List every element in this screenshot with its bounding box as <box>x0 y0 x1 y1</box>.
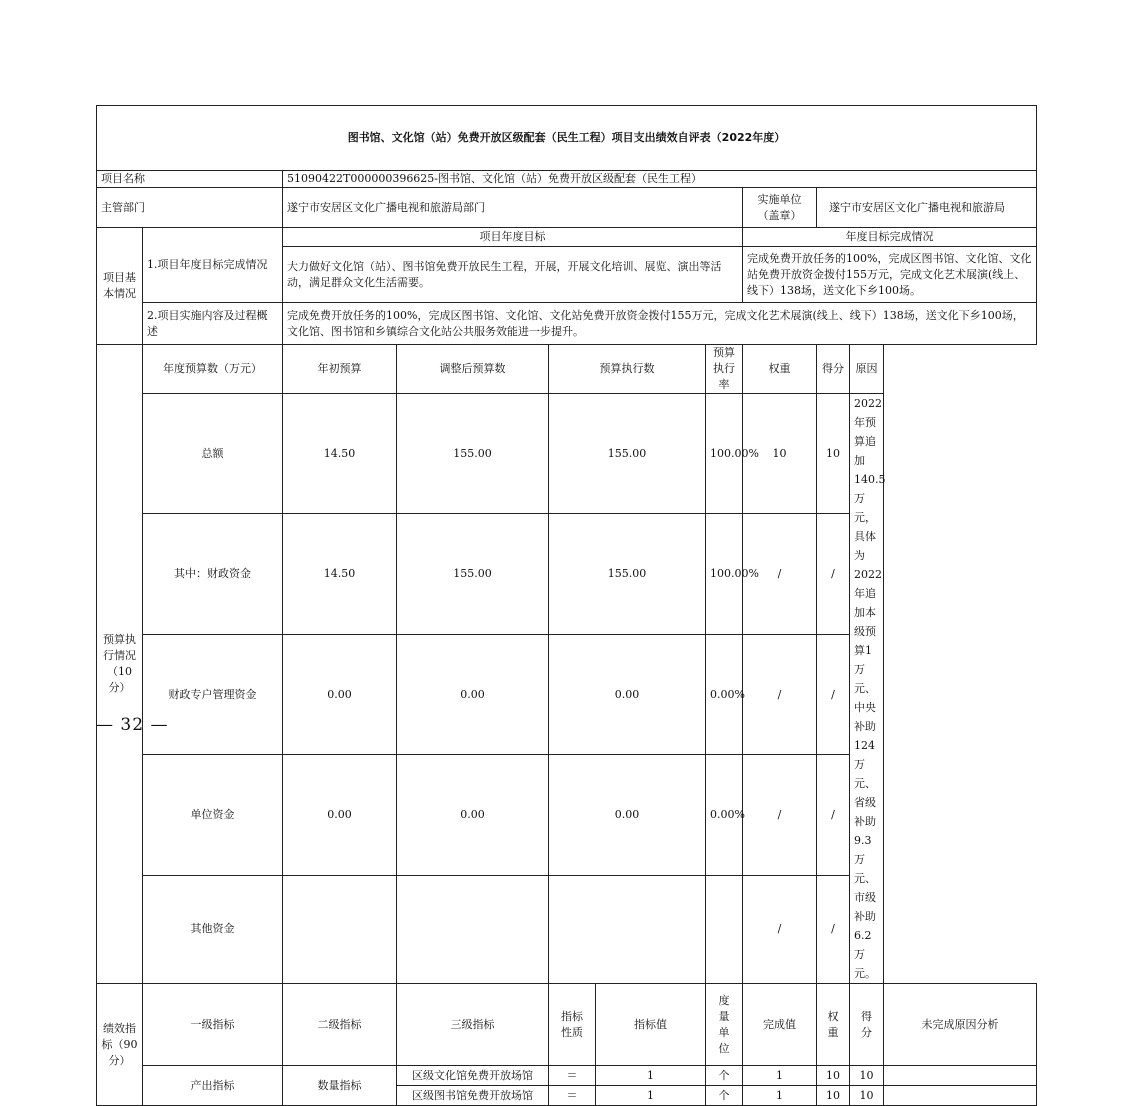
budget-header-rate: 预算执行率 <box>706 345 743 394</box>
indicator-level3: 区级图书馆免费开放场馆 <box>397 1086 549 1106</box>
budget-row-label: 总额 <box>143 394 283 514</box>
budget-header-weight: 权重 <box>743 345 817 394</box>
budget-header-year: 年度预算数（万元） <box>143 345 283 394</box>
performance-header-row <box>97 984 1037 1066</box>
budget-header-initial: 年初预算 <box>283 345 397 394</box>
indicator-reason <box>884 1086 1037 1106</box>
indicator-value: 1 <box>596 1066 706 1086</box>
budget-header-score: 得分 <box>817 345 850 394</box>
year-goal-item-label: 1.项目年度目标完成情况 <box>143 228 283 303</box>
budget-header-adjusted: 调整后预算数 <box>397 345 549 394</box>
project-name-row <box>97 171 1037 188</box>
project-name-value: 51090422T000000396625-图书馆、文化馆（站）免费开放区级配套（民生工程） <box>283 171 1037 188</box>
indicator-weight: 10 <box>817 1086 850 1106</box>
budget-row <box>97 875 1037 983</box>
indicator-completed: 1 <box>743 1066 817 1086</box>
performance-header-level1: 一级指标 <box>143 984 283 1066</box>
performance-header-weight: 权重 <box>817 984 850 1066</box>
budget-executed-value <box>549 875 706 983</box>
project-name-label: 项目名称 <box>97 171 283 188</box>
budget-executed-value: 0.00 <box>549 634 706 754</box>
goal-completion-header: 年度目标完成情况 <box>743 228 1037 247</box>
budget-row <box>97 755 1037 875</box>
page-number: — 32 — <box>96 715 169 735</box>
department-value: 遂宁市安居区文化广播电视和旅游局部门 <box>283 188 743 228</box>
budget-row-label: 其他资金 <box>143 875 283 983</box>
indicator-reason <box>884 1066 1037 1086</box>
budget-initial-value: 14.50 <box>283 514 397 634</box>
budget-row-label: 财政专户管理资金 <box>143 634 283 754</box>
indicator-unit: 个 <box>706 1066 743 1086</box>
budget-row-label: 单位资金 <box>143 755 283 875</box>
indicator-score: 10 <box>850 1066 884 1086</box>
budget-row <box>97 394 1037 514</box>
performance-header-completed: 完成值 <box>743 984 817 1066</box>
document-title: 图书馆、文化馆（站）免费开放区级配套（民生工程）项目支出绩效自评表（2022年度） <box>97 106 1037 171</box>
indicator-value: 1 <box>596 1086 706 1106</box>
implementing-unit-value: 遂宁市安居区文化广播电视和旅游局 <box>817 188 1037 228</box>
budget-adjusted-value: 0.00 <box>397 755 549 875</box>
budget-rate-value: 0.00% <box>706 755 743 875</box>
performance-header-reason: 未完成原因分析 <box>884 984 1037 1066</box>
basic-info-section-label: 项目基本情况 <box>97 228 143 345</box>
indicator-completed: 1 <box>743 1086 817 1106</box>
indicator-level1: 产出指标 <box>143 1066 283 1106</box>
performance-header-level2: 二级指标 <box>283 984 397 1066</box>
budget-initial-value: 0.00 <box>283 755 397 875</box>
budget-rate-value: 0.00% <box>706 634 743 754</box>
implementing-unit-label: 实施单位（盖章） <box>743 188 817 228</box>
budget-executed-value: 155.00 <box>549 394 706 514</box>
budget-weight-value: / <box>743 875 817 983</box>
budget-weight-value: / <box>743 755 817 875</box>
performance-header-unit: 度量单位 <box>706 984 743 1066</box>
budget-header-row <box>97 345 1037 394</box>
implementation-text: 完成免费开放任务的100%，完成区图书馆、文化馆、文化站免费开放资金拨付155万元，完成文化艺术展演(线上、线下）138场，送文化下乡100场，文化馆、图书馆和乡镇综合文化站公共服务效能进一步提升。 <box>283 303 1037 345</box>
indicator-score: 10 <box>850 1086 884 1106</box>
indicator-weight: 10 <box>817 1066 850 1086</box>
budget-initial-value: 0.00 <box>283 634 397 754</box>
title-row <box>97 106 1037 171</box>
budget-header-reason: 原因 <box>850 345 884 394</box>
budget-row <box>97 514 1037 634</box>
budget-weight-value: / <box>743 634 817 754</box>
budget-header-executed: 预算执行数 <box>549 345 706 394</box>
performance-header-value: 指标值 <box>596 984 706 1066</box>
budget-initial-value <box>283 875 397 983</box>
budget-score-value: / <box>817 634 850 754</box>
budget-adjusted-value: 0.00 <box>397 634 549 754</box>
budget-reason-text: 2022年预算追加140.5万元，具体为2022年追加本级预算1万元、中央补助124万元、省级补助9.3万元、市级补助6.2万元。 <box>850 394 884 984</box>
budget-adjusted-value: 155.00 <box>397 394 549 514</box>
indicator-nature: ＝ <box>549 1066 596 1086</box>
indicator-level2: 数量指标 <box>283 1066 397 1106</box>
implementation-label: 2.项目实施内容及过程概述 <box>143 303 283 345</box>
performance-header-nature: 指标性质 <box>549 984 596 1066</box>
performance-header-score: 得分 <box>850 984 884 1066</box>
budget-row-label: 其中：财政资金 <box>143 514 283 634</box>
budget-score-value: / <box>817 514 850 634</box>
budget-rate-value: 100.00% <box>706 514 743 634</box>
budget-executed-value: 155.00 <box>549 514 706 634</box>
indicator-level3: 区级文化馆免费开放场馆 <box>397 1066 549 1086</box>
budget-executed-value: 0.00 <box>549 755 706 875</box>
goal-completion-text: 完成免费开放任务的100%，完成区图书馆、文化馆、文化站免费开放资金拨付155万元，完成文化艺术展演(线上、线下）138场，送文化下乡100场。 <box>743 247 1037 303</box>
department-label: 主管部门 <box>97 188 283 228</box>
budget-row <box>97 634 1037 754</box>
year-goal-header: 项目年度目标 <box>283 228 743 247</box>
budget-score-value: / <box>817 755 850 875</box>
implementation-row <box>97 303 1037 327</box>
budget-weight-value: 10 <box>743 394 817 514</box>
evaluation-table <box>96 105 1037 1106</box>
budget-adjusted-value <box>397 875 549 983</box>
performance-section-label: 绩效指标（90分） <box>97 984 143 1106</box>
budget-rate-value: 100.00% <box>706 394 743 514</box>
budget-score-value: / <box>817 875 850 983</box>
performance-header-level3: 三级指标 <box>397 984 549 1066</box>
budget-adjusted-value: 155.00 <box>397 514 549 634</box>
department-row <box>97 188 1037 228</box>
budget-initial-value: 14.50 <box>283 394 397 514</box>
year-goal-text: 大力做好文化馆（站）、图书馆免费开放民生工程，开展，开展文化培训、展览、演出等活动，满足群众文化生活需要。 <box>283 247 743 303</box>
budget-score-value: 10 <box>817 394 850 514</box>
budget-weight-value: / <box>743 514 817 634</box>
budget-rate-value <box>706 875 743 983</box>
indicator-row <box>97 1066 1037 1086</box>
budget-section-label: 预算执行情况（10分） <box>97 345 143 984</box>
indicator-unit: 个 <box>706 1086 743 1106</box>
indicator-nature: ＝ <box>549 1086 596 1106</box>
basic-header-row <box>97 228 1037 247</box>
